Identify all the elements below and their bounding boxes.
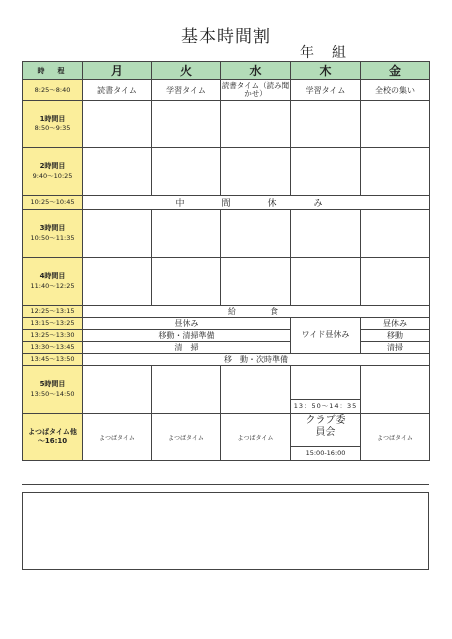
cell: 移 動・次時準備: [83, 354, 430, 366]
cell: 学習タイム: [152, 80, 221, 101]
period-row: [23, 101, 430, 148]
wide-lunch-break: ワイド昼休み: [291, 318, 361, 354]
header-time: 時 程: [23, 62, 83, 80]
schedule-row: [23, 330, 430, 342]
grade-class-label: 年 組: [300, 45, 348, 61]
thu-p5-time: 13：50～14：35: [291, 399, 360, 413]
memo-box: [22, 492, 429, 570]
schedule-row: [23, 342, 430, 354]
club-cell: [291, 414, 361, 461]
period-label: 3時間目 10:50～11:35: [23, 210, 83, 258]
schedule-row: [23, 318, 430, 330]
header-row: [23, 62, 430, 80]
cell: よつばタイム: [152, 414, 221, 461]
header-mon: 月: [83, 62, 152, 80]
time-label: 8:25～8:40: [23, 80, 83, 101]
morning-row: [23, 80, 430, 101]
cell: 昼休み: [83, 318, 291, 330]
period-label: 5時間目 13:50～14:50: [23, 366, 83, 414]
divider-line: [22, 484, 429, 485]
time-label: 13:15～13:25: [23, 318, 83, 330]
cell: 学習タイム: [291, 80, 361, 101]
cell: 移動・清掃準備: [83, 330, 291, 342]
time-label: 12:25～13:15: [23, 306, 83, 318]
period-label: 4時間目 11:40～12:25: [23, 258, 83, 306]
club-time: 15:00-16:00: [291, 446, 360, 460]
club-label: クラブ委員会: [305, 415, 346, 438]
time-label: 10:25～10:45: [23, 196, 83, 210]
cell: よつばタイム: [221, 414, 291, 461]
header-wed: 水: [221, 62, 291, 80]
period-row: [23, 148, 430, 196]
cell: よつばタイム: [83, 414, 152, 461]
yotsuba-label: よつばタイム他 ～16:10: [23, 414, 83, 461]
cell: 読書タイム: [83, 80, 152, 101]
period-label: 2時間目 9:40～10:25: [23, 148, 83, 196]
cell: 清 掃: [83, 342, 291, 354]
header-fri: 金: [361, 62, 430, 80]
timetable: [22, 61, 430, 461]
page-title: 基本時間割: [181, 27, 271, 47]
cell: 読書タイム（読み聞かせ）: [221, 80, 291, 101]
time-label: 13:30～13:45: [23, 342, 83, 354]
header-thu: 木: [291, 62, 361, 80]
period-label: 1時間目 8:50～9:35: [23, 101, 83, 148]
header-tue: 火: [152, 62, 221, 80]
cell: 全校の集い: [361, 80, 430, 101]
lunch-text: 給 食: [83, 306, 430, 318]
period-row: [23, 366, 430, 414]
yotsuba-row: [23, 414, 430, 461]
break-text: 中 間 休 み: [83, 196, 430, 210]
schedule-row: [23, 354, 430, 366]
cell: 昼休み: [361, 318, 430, 330]
cell: よつばタイム: [361, 414, 430, 461]
thu-p5-cell: [291, 366, 361, 414]
time-label: 13:25～13:30: [23, 330, 83, 342]
cell: 移動: [361, 330, 430, 342]
period-row: [23, 210, 430, 258]
period-row: [23, 258, 430, 306]
cell: 清掃: [361, 342, 430, 354]
time-label: 13:45～13:50: [23, 354, 83, 366]
lunch-row: [23, 306, 430, 318]
break-row: [23, 196, 430, 210]
